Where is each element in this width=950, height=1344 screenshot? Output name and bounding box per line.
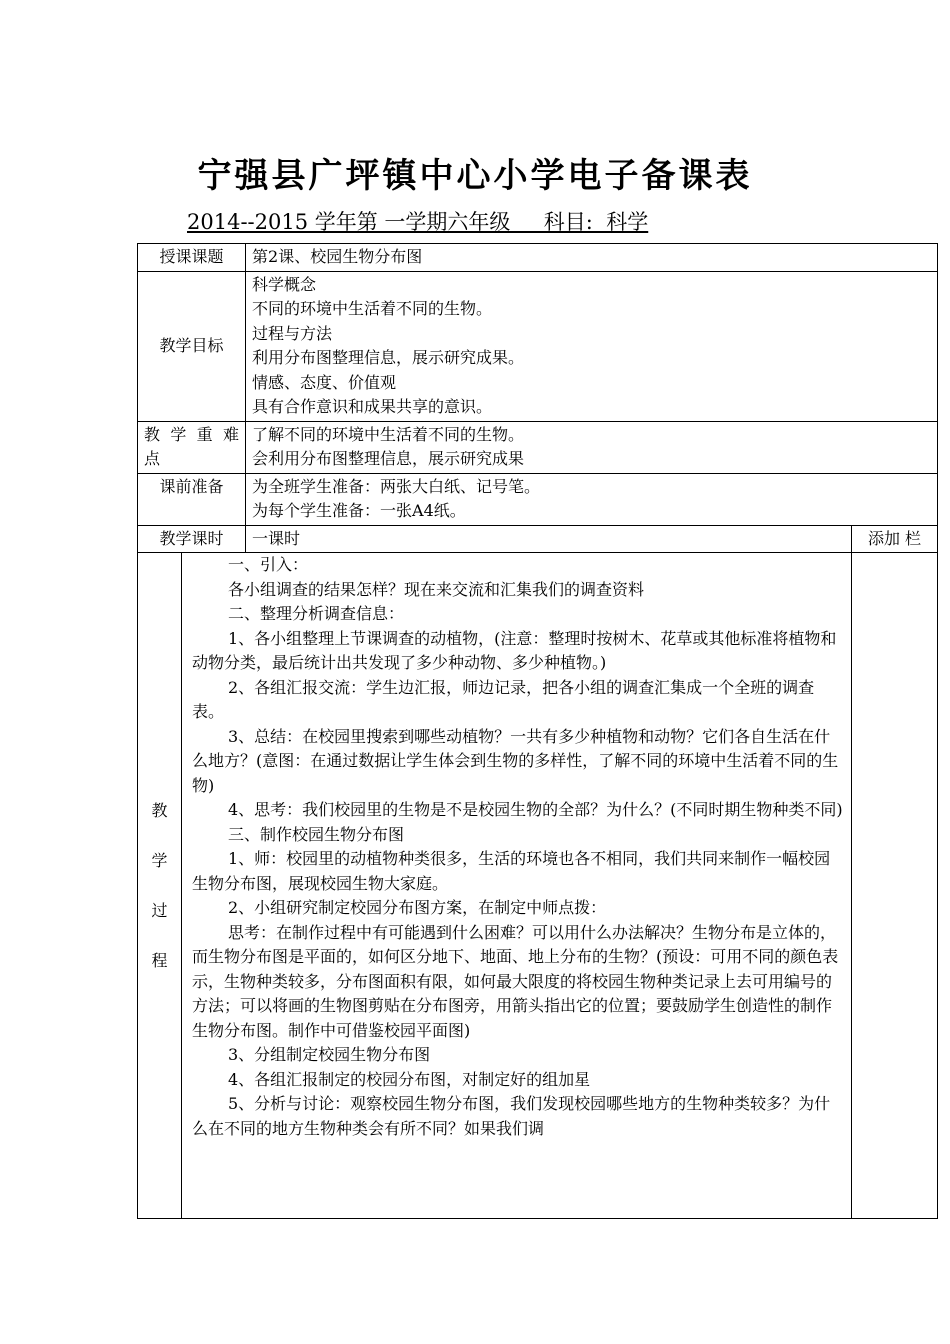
- goals-line: 情感、态度、价值观: [252, 372, 397, 392]
- process-paragraph: 二、整理分析调查信息：: [228, 604, 405, 623]
- process-paragraph: 一、引入：: [228, 555, 309, 574]
- process-paragraph: 2、各组汇报交流：学生边汇报，师边记录，把各小组的调查汇集成一个全班的调查表。: [192, 677, 815, 721]
- process-paragraph: 思考：在制作过程中有可能遇到什么困难？可以用什么办法解决？生物分布是立体的，而生物分布图是平面的，如何区分地下、地面、地上分布的生物？(预设：可用不同的颜色表示，生物种类较多，分布图面积有限，如何最大限度的将校园生物种类记录上去可用编号的方法；可以将画的生物图剪贴在分布图旁，用箭头指出它的位置；要鼓励学生创造性的制作生物分布图。制作中可借鉴校园平面图): [192, 922, 839, 1040]
- preparation-value: [246, 473, 938, 525]
- hours-value: 一课时: [246, 525, 852, 553]
- preparation-label: 课前准备: [138, 473, 246, 525]
- process-paragraph: 5、分析与讨论：观察校园生物分布图，我们发现校园哪些地方的生物种类较多？为什么在不同的地方生物种类会有所不同？如果我们调: [192, 1094, 831, 1138]
- table-row-hours: [138, 525, 938, 553]
- process-label-char: 程: [151, 950, 168, 970]
- process-paragraph: 1、各小组整理上节课调查的动植物，(注意：整理时按树木、花草或其他标准将植物和动物分类，最后统计出共发现了多少种动物、多少种植物。): [192, 628, 837, 672]
- table-row-process: [138, 553, 938, 1219]
- process-paragraph: 4、思考：我们校园里的生物是不是校园生物的全部？为什么？(不同时期生物种类不同): [228, 800, 843, 819]
- process-paragraph: 三、制作校园生物分布图: [228, 824, 405, 844]
- process-label-char: 过: [151, 900, 168, 920]
- table-row-key-points: [138, 421, 938, 473]
- topic-value: 第2课、校园生物分布图: [246, 244, 938, 272]
- goals-line: 不同的环境中生活着不同的生物。: [252, 299, 493, 318]
- process-paragraph: 3、总结：在校园里搜索到哪些动植物？一共有多少种植物和动物？它们各自生活在什么地方？(意图：在通过数据让学生体会到生物的多样性，了解不同的环境中生活着不同的生物): [192, 726, 839, 795]
- process-body: [182, 553, 852, 1219]
- process-extra-column: [852, 553, 938, 1219]
- table-row-goals: [138, 271, 938, 421]
- goals-line: 过程与方法: [252, 323, 333, 343]
- process-paragraph: 1、师：校园里的动植物种类很多，生活的环境也各不相同，我们共同来制作一幅校园生物分布图，展现校园生物大家庭。: [192, 849, 831, 893]
- process-label-char: 学: [151, 850, 168, 870]
- process-label-char: 教: [151, 800, 168, 820]
- goals-value: [246, 271, 938, 421]
- goals-label: 教学目标: [138, 271, 246, 421]
- topic-label: 授课课题: [138, 244, 246, 272]
- key-points-line: 了解不同的环境中生活着不同的生物。: [252, 424, 525, 444]
- key-points-label: 教 学 重 难 点: [138, 421, 246, 473]
- process-paragraph: 4、各组汇报制定的校园分布图，对制定好的组加星: [228, 1069, 591, 1089]
- key-points-line: 会利用分布图整理信息，展示研究成果: [252, 449, 525, 468]
- goals-line: 利用分布图整理信息，展示研究成果。: [252, 348, 525, 367]
- process-label: [138, 553, 182, 1219]
- preparation-line: 为全班学生准备：两张大白纸、记号笔。: [252, 476, 541, 496]
- table-row-topic: [138, 244, 938, 272]
- key-points-value: [246, 421, 938, 473]
- page-title: 宁强县广坪镇中心小学电子备课表: [197, 156, 753, 196]
- process-paragraph: 3、分组制定校园生物分布图: [228, 1045, 431, 1064]
- page-subtitle: 2014--2015 学年第 一学期六年级 科目: 科学: [187, 210, 649, 234]
- preparation-line: 为每个学生准备：一张A4纸。: [252, 501, 466, 520]
- process-paragraph: 各小组调查的结果怎样？现在来交流和汇集我们的调查资料: [228, 579, 645, 599]
- goals-line: 具有合作意识和成果共享的意识。: [252, 397, 493, 416]
- extra-column-label: 添加 栏: [852, 525, 938, 553]
- table-row-preparation: [138, 473, 938, 525]
- process-paragraph: 2、小组研究制定校园分布图方案，在制定中师点拨：: [228, 898, 607, 917]
- hours-label: 教学课时: [138, 525, 246, 553]
- goals-line: 科学概念: [252, 274, 317, 294]
- lesson-plan-table: [137, 243, 938, 1219]
